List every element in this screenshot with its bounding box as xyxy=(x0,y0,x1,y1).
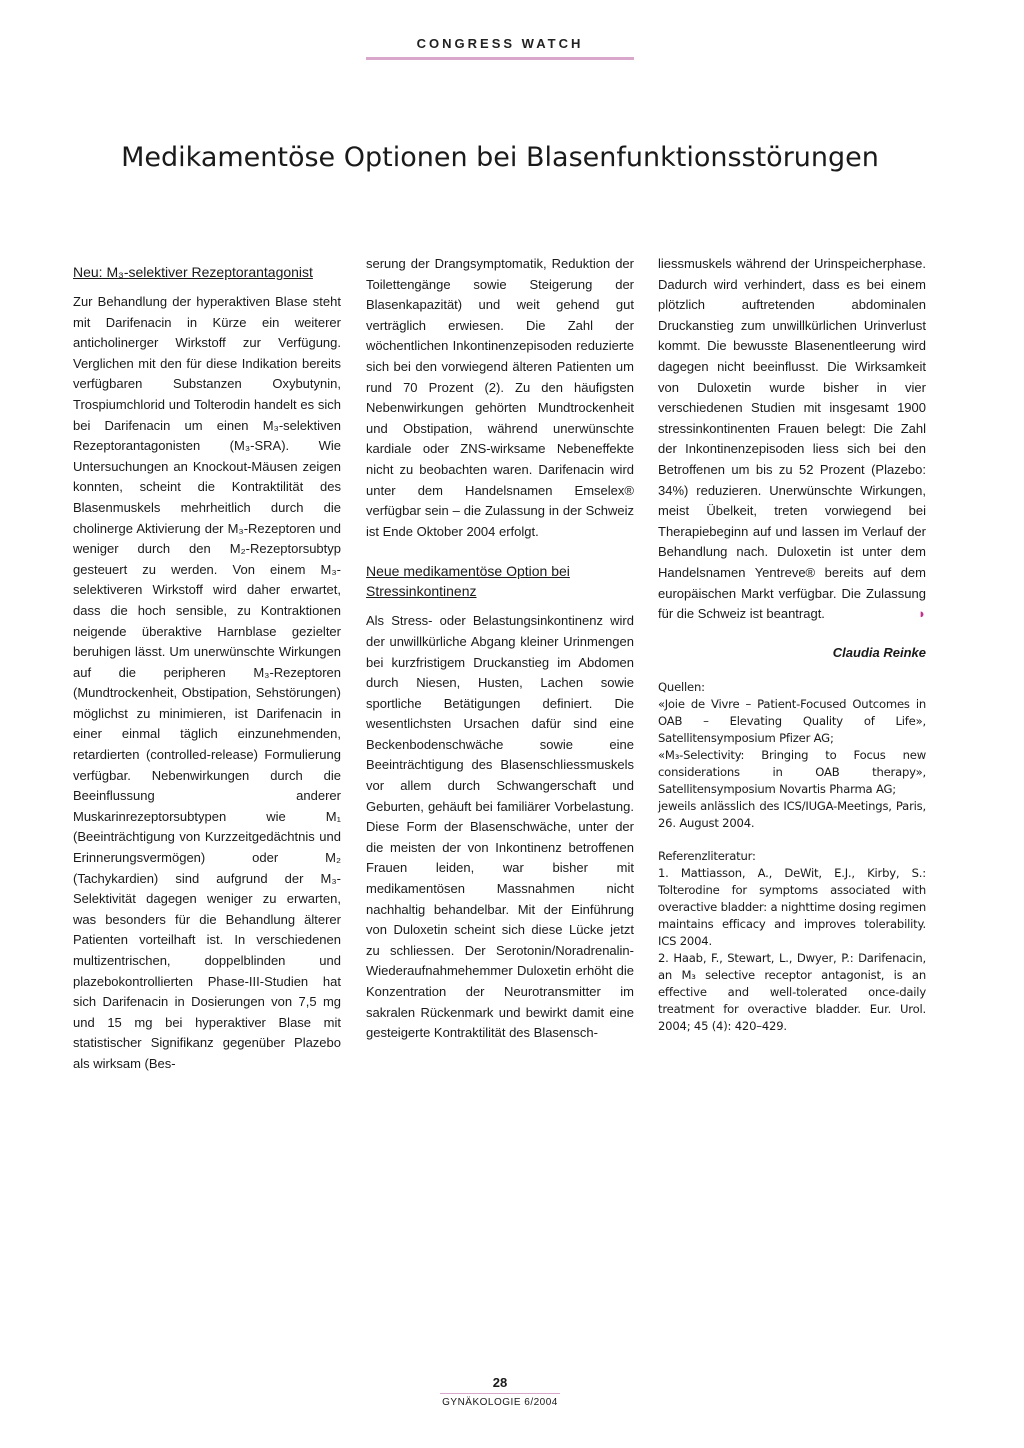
article-title: Medikamentöse Optionen bei Blasenfunktionsstörungen xyxy=(121,142,879,173)
references-label: Referenzliteratur: xyxy=(658,849,756,864)
source-item: «M₃-Selectivity: Bringing to Focus new considerations in OAB therapy», Satellitensymposium Novartis Pharma AG; xyxy=(658,748,926,797)
column-3 xyxy=(658,254,926,1035)
reference-item: 1. Mattiasson, A., DeWit, E.J., Kirby, S.: Tolterodine for symptoms associated with overactive bladder: a nighttime dosing regimen maintains efficacy and improves tolerability. ICS 2004. xyxy=(658,866,926,949)
reference-item: 2. Haab, F., Stewart, L., Dwyer, P.: Darifenacin, an M₃ selective receptor antagonist, is an effective and well-tolerated once-daily treatment for overactive bladder. Eur. Urol. 2004; 45 (4): 420–429. xyxy=(658,951,926,1034)
body-col2-top: serung der Drangsymptomatik, Reduktion der Toilettengänge sowie Steigerung der Blasenkapazität) und weit gehend gut verträglich erwiesen. Die Zahl der wöchentlichen Inkontinenzepisoden reduzierte sich bei den vorwiegend älteren Patienten um rund 70 Prozent (2). Zu den häufigsten Nebenwirkungen gehörten Mundtrockenheit und Obstipation, während unerwünschte kardiale oder ZNS-wirksame Nebeneffekte nicht zu beobachten waren. Darifenacin wird unter dem Handelsnamen Emselex® verfügbar sein – die Zulassung in der Schweiz ist Ende Oktober 2004 erfolgt. xyxy=(366,256,634,539)
sources-block xyxy=(658,679,926,1035)
source-item: jeweils anlässlich des ICS/IUGA-Meetings, Paris, 26. August 2004. xyxy=(658,799,926,831)
heading-stress-incontinence: Neue medikamentöse Option bei Stressinkontinenz xyxy=(366,563,570,600)
section-rule xyxy=(366,57,634,60)
footer-rule xyxy=(440,1393,560,1394)
body-col3-text: liessmuskels während der Urinspeicherphase. Dadurch wird verhindert, dass es bei einem plötzlich auftretenden abdominalen Druckanstieg zum unwillkürlichen Urinverlust kommt. Die bewusste Blasenentleerung wird dagegen nicht beeinflusst. Die Wirksamkeit von Duloxetin wurde bisher in vier verschiedenen Studien mit insgesamt 1900 stressinkontinenten Frauen belegt: Die Zahl der Inkontinenzepisoden liess sich bei den Betroffenen um bis zu 52 Prozent (Plazebo: 34%) reduzieren. Unerwünschte Wirkungen, meist Übelkeit, treten vorwiegend bei Therapiebeginn auf und lassen im Verlauf der Behandlung nach. Duloxetin ist unter dem Handelsnamen Yentreve® bereits auf dem europäischen Markt verfügbar. Die Zulassung für die Schweiz ist beantragt. xyxy=(658,256,926,622)
journal-name: GYNÄKOLOGIE 6/2004 xyxy=(442,1397,558,1408)
sources-label: Quellen: xyxy=(658,680,705,695)
column-2 xyxy=(366,254,634,1044)
page-number: 28 xyxy=(492,1375,508,1390)
end-mark-icon: ◗ xyxy=(918,606,926,622)
body-col2-bottom: Als Stress- oder Belastungsinkontinenz wird der unwillkürliche Abgang kleiner Urinmengen bei kurzfristigem Druckanstieg im Abdomen durch Niesen, Husten, Lachen sowie sportliche Betätigungen definiert. Die wesentlichsten Ursachen dafür sind eine Beckenbodenschwäche sowie eine Beeinträchtigung des Blasenschliessmuskels vor allem durch Schwangerschaft und Geburten, gehäuft bei familiärer Vorbelastung. Diese Form der Blasenschwäche, unter der die meisten der von Inkontinenz betroffenen Frauen leiden, war bisher mit medikamentösen Massnahmen nicht nachhaltig behandelbar. Mit der Einführung von Duloxetin scheint sich diese Lücke jetzt zu schliessen. Der Serotonin/Noradrenalin-Wiederaufnahmehemmer Duloxetin erhöht die Konzentration der Neurotransmitter im sakralen Rückenmark und bewirkt damit eine gesteigerte Kontraktilität des Blasensch- xyxy=(366,613,634,1041)
author: Claudia Reinke xyxy=(832,644,926,660)
body-col3 xyxy=(658,254,926,625)
source-item: «Joie de Vivre – Patient-Focused Outcomes in OAB – Elevating Quality of Life», Satellitensymposium Pfizer AG; xyxy=(658,697,926,746)
spacer xyxy=(658,832,926,848)
heading-m3-antagonist: Neu: M₃-selektiver Rezeptorantagonist xyxy=(73,264,313,280)
section-label: CONGRESS WATCH xyxy=(416,36,584,51)
body-col1: Zur Behandlung der hyperaktiven Blase steht mit Darifenacin in Kürze ein weiterer anticholinerger Wirkstoff zur Verfügung. Verglichen mit den für diese Indikation bereits verfügbaren Substanzen Oxybutynin, Trospiumchlorid und Tolterodin handelt es sich bei Darifenacin um einen M₃-selektiven Rezeptorantagonisten (M₃-SRA). Wie Untersuchungen an Knockout-Mäusen zeigen konnten, scheint die Kontraktilität des Blasenmuskels mehrheitlich durch die cholinerge Aktivierung der M₃-Rezeptoren und weniger durch den M₂-Rezeptorsubtyp gesteuert zu werden. Von einem M₃-selektiveren Wirkstoff wird daher erwartet, dass die hoch sensible, zu Kontraktionen neigende überaktive Harnblase gezielter beruhigen lässt. Um unerwünschte Wirkungen auf die peripheren M₃-Rezeptoren (Mundtrockenheit, Obstipation, Sehstörungen) möglichst zu minimieren, ist Darifenacin in einer einmal täglich einzunehmenden, retardierten (controlled-release) Formulierung verfügbar. Nebenwirkungen durch die Beeinflussung anderer Muskarinrezeptorsubtypen wie M₁ (Beeinträchtigung von Kurzzeitgedächtnis und Erinnerungsvermögen) oder M₂ (Tachykardien) sind aufgrund der M₃-Selektivität dagegen weniger zu erwarten, was besonders für die Behandlung älterer Patienten vorteilhaft ist. In verschiedenen multizentrischen, doppelblinden und plazebokontrollierten Phase-III-Studien hat sich Darifenacin in Dosierungen von 7,5 mg und 15 mg bei hyperaktiver Blase mit statistischer Signifikanz gegenüber Plazebo als wirksam (Bes- xyxy=(73,294,341,1071)
column-1 xyxy=(73,254,341,1075)
